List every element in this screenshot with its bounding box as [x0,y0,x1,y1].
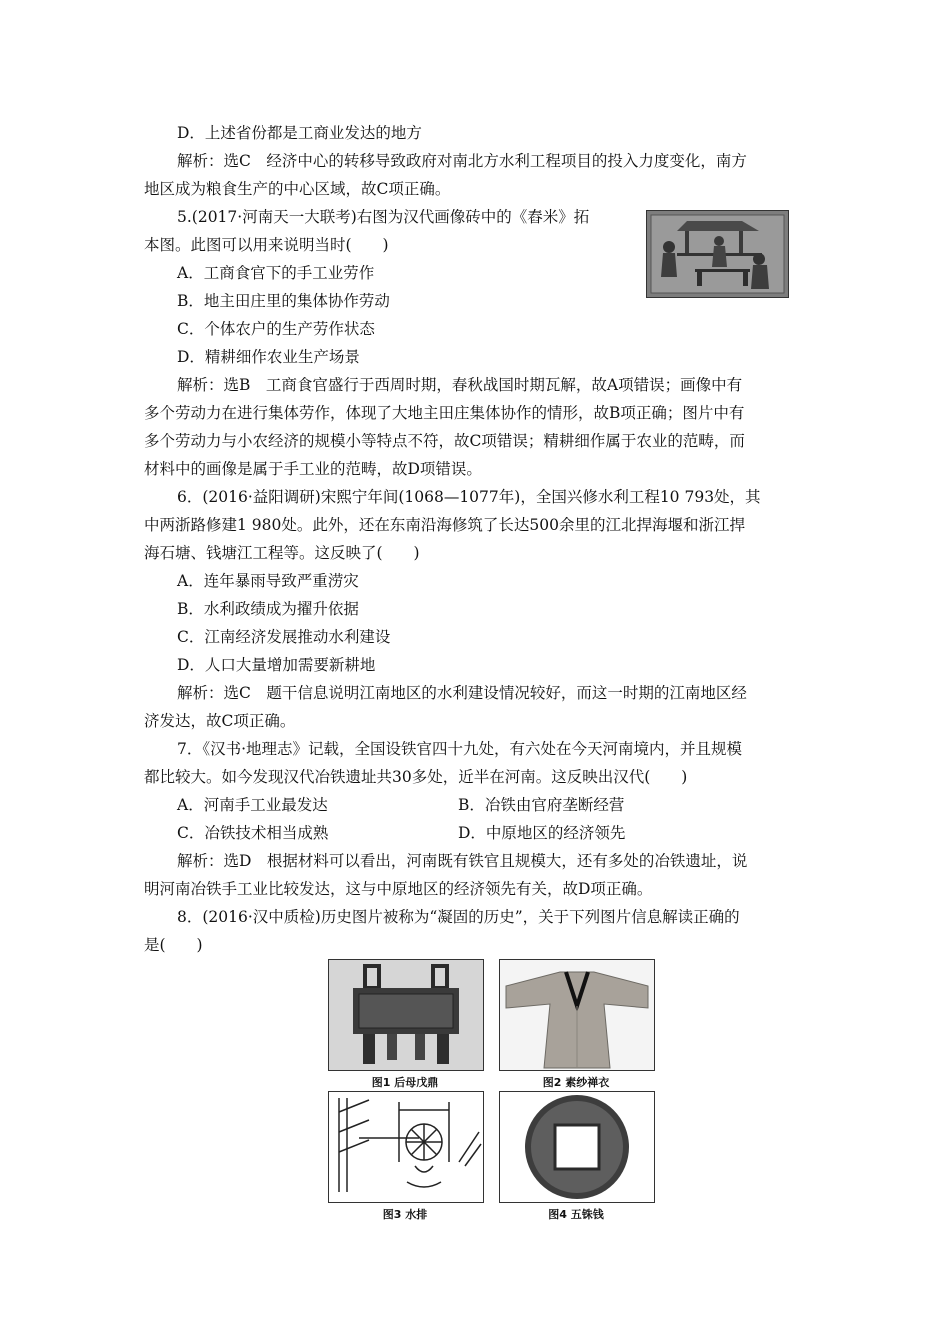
q6-analysis: 解析：选C 题干信息说明江南地区的水利建设情况较好，而这一时期的江南地区经 [177,684,747,702]
figure1-caption: 图1 后母戊鼎 [371,1076,439,1089]
q7-option-b: B．冶铁由官府垄断经营 [458,796,625,814]
q6-option-a: A．连年暴雨导致严重涝灾 [177,572,359,590]
sushachanyi-robe-image [499,959,655,1071]
q7-stem: 7．《汉书·地理志》记载，全国设铁官四十九处，有六处在今天河南境内，并且规模 [177,740,743,758]
q8-stem: 8．(2016·汉中质检)历史图片被称为“凝固的历史”，关于下列图片信息解读正确的 [177,908,740,926]
q5-option-c: C．个体农户的生产劳作状态 [177,320,375,338]
chunmi-rubbing-image [646,210,789,298]
wuzhu-coin-image [499,1091,655,1203]
shuipai-water-bellows-image [328,1091,484,1203]
figure4-caption: 图4 五铢钱 [548,1208,604,1221]
q7-analysis-cont: 明河南冶铁手工业比较发达，这与中原地区的经济领先有关，故D项正确。 [144,880,653,898]
q6-analysis-cont: 济发达，故C项正确。 [144,712,296,730]
q5-analysis-cont1: 多个劳动力在进行集体劳作，体现了大地主田庄集体协作的情形，故B项正确；图片中有 [144,404,745,422]
q5-stem: 5.(2017·河南天一大联考)右图为汉代画像砖中的《舂米》拓 [177,208,590,226]
q6-stem: 6．(2016·益阳调研)宋熙宁年间(1068—1077年)，全国兴修水利工程10 793处，其 [177,488,761,506]
q5-analysis: 解析：选B 工商食官盛行于西周时期，春秋战国时期瓦解，故A项错误；画像中有 [177,376,743,394]
q7-option-a: A．河南手工业最发达 [177,796,328,814]
houmuwu-ding-image [328,959,484,1071]
q7-analysis: 解析：选D 根据材料可以看出，河南既有铁官且规模大，还有多处的冶铁遗址，说 [177,852,748,870]
q5-option-b: B．地主田庄里的集体协作劳动 [177,292,390,310]
figure3-caption: 图3 水排 [382,1208,428,1221]
q6-stem-cont1: 中两浙路修建1 980处。此外，还在东南沿海修筑了长达500余里的江北捍海堰和浙江捍 [144,516,745,534]
q6-option-c: C．江南经济发展推动水利建设 [177,628,391,646]
q7-option-c: C．冶铁技术相当成熟 [177,824,329,842]
q5-option-a: A．工商食官下的手工业劳作 [177,264,375,282]
q7-stem-cont: 都比较大。如今发现汉代冶铁遗址共30多处，近半在河南。这反映出汉代( ) [144,768,688,786]
q6-option-d: D．人口大量增加需要新耕地 [177,656,376,674]
q5-stem-cont: 本图。此图可以用来说明当时( ) [144,236,389,254]
q4-analysis-cont: 地区成为粮食生产的中心区域，故C项正确。 [144,180,451,198]
q8-stem-cont: 是( ) [144,936,203,954]
q5-analysis-cont3: 材料中的画像是属于手工业的范畴，故D项错误。 [144,460,482,478]
q4-analysis: 解析：选C 经济中心的转移导致政府对南北方水利工程项目的投入力度变化，南方 [177,152,747,170]
q6-stem-cont2: 海石塘、钱塘江工程等。这反映了( ) [144,544,420,562]
q7-option-d: D．中原地区的经济领先 [458,824,626,842]
q5-option-d: D．精耕细作农业生产场景 [177,348,360,366]
figure2-caption: 图2 素纱禅衣 [542,1076,610,1089]
q4-option-d: D．上述省份都是工商业发达的地方 [177,124,422,142]
q6-option-b: B．水利政绩成为擢升依据 [177,600,359,618]
q5-analysis-cont2: 多个劳动力与小农经济的规模小等特点不符，故C项错误；精耕细作属于农业的范畴，而 [144,432,745,450]
